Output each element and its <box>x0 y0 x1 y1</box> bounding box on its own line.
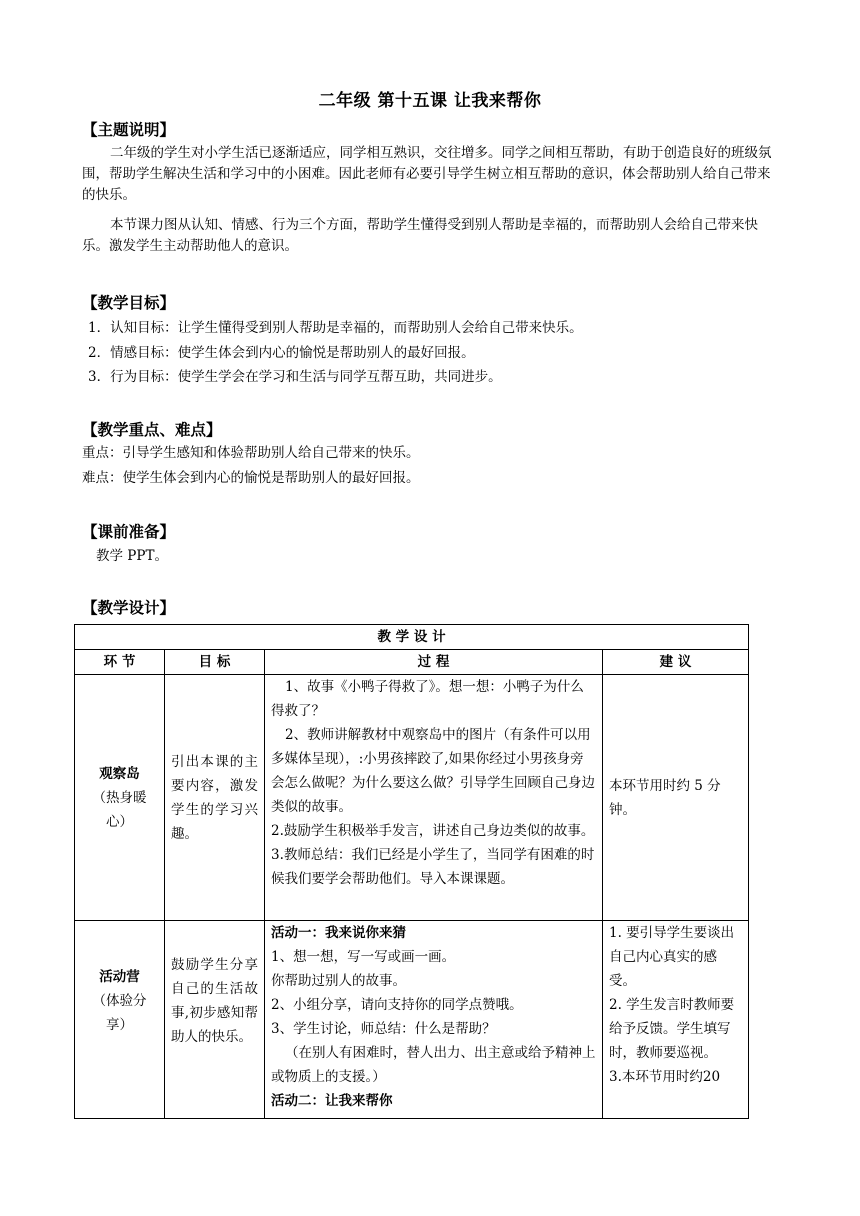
keypoints-heading: 【教学重点、难点】 <box>82 421 222 439</box>
process-cell <box>265 921 603 1119</box>
process-step: 2、小组分享，请向支持你的同学点赞哦。 <box>271 997 523 1013</box>
process-step: 2、教师讲解教材中观察岛中的图片（有条件可以用多媒体呈现），:小男孩摔跤了,如果你经过小男孩身旁会怎么做呢？为什么要这么做？引导学生回顾自己身边类似的故事。 <box>271 727 595 815</box>
advice-text: 本环节用时约 5 分钟。 <box>609 777 721 818</box>
process-step: 你帮助过别人的故事。 <box>271 973 406 989</box>
process-step: 3、学生讨论，师总结：什么是帮助？ <box>271 1021 496 1037</box>
stage-subtitle: （热身暖心） <box>92 789 147 830</box>
table-row <box>75 675 749 921</box>
goal-cell: 引出本课的主要内容，激发学生的学习兴趣。 <box>165 675 265 921</box>
theme-paragraph-2: 本节课力图从认知、情感、行为三个方面，帮助学生懂得受到别人帮助是幸福的，而帮助别人会给自己带来快乐。激发学生主动帮助他人的意识。 <box>82 217 758 254</box>
table-caption: 教 学 设 计 <box>75 625 749 650</box>
activity-1-title: 活动一：我来说你来猜 <box>271 925 406 941</box>
header-stage: 环 节 <box>75 650 165 675</box>
stage-cell <box>75 921 165 1119</box>
theme-paragraph-1: 二年级的学生对小学生活已逐渐适应，同学相互熟识，交往增多。同学之间相互帮助，有助于创造良好的班级氛围，帮助学生解决生活和学习中的小困难。因此老师有必要引导学生树立相互帮助的意识，体会帮助别人给自己带来的快乐。 <box>82 145 772 203</box>
stage-subtitle: （体验分享） <box>92 993 147 1033</box>
stage-name: 活动营 <box>99 969 140 985</box>
goals-heading: 【教学目标】 <box>82 294 176 312</box>
advice-text: 3.本环节用时约20 <box>609 1069 721 1085</box>
goal-cell: 鼓励学生分享自己的生活故事,初步感知帮助人的快乐。 <box>165 921 265 1119</box>
goal-item-1: 1．认知目标：让学生懂得受到别人帮助是幸福的，而帮助别人会给自己带来快乐。 <box>88 320 583 336</box>
keypoint-item-2: 难点：使学生体会到内心的愉悦是帮助别人的最好回报。 <box>82 470 420 486</box>
advice-text: 1. 要引导学生要谈出自己内心真实的感受。 <box>609 925 735 989</box>
goal-item-3: 3．行为目标：使学生学会在学习和生活与同学互帮互助，共同进步。 <box>88 369 502 385</box>
advice-cell <box>603 921 749 1119</box>
activity-2-title: 活动二：让我来帮你 <box>271 1093 393 1109</box>
goal-item-2: 2．情感目标：使学生体会到内心的愉悦是帮助别人的最好回报。 <box>88 345 475 361</box>
advice-cell <box>603 675 749 921</box>
prep-heading: 【课前准备】 <box>82 523 176 541</box>
header-process: 过 程 <box>265 650 603 675</box>
process-step: 1、故事《小鸭子得救了》。想一想：小鸭子为什么得救了？ <box>271 679 584 719</box>
prep-text: 教学 PPT。 <box>96 548 168 564</box>
process-step: （在别人有困难时，替人出力、出主意或给予精神上或物质上的支援。） <box>271 1045 596 1085</box>
table-row <box>75 921 749 1119</box>
process-cell <box>265 675 603 921</box>
advice-text: 2. 学生发言时教师要给予反馈。学生填写时，教师要巡视。 <box>609 997 735 1061</box>
process-step: 2.鼓励学生积极举手发言，讲述自己身边类似的故事。 <box>271 823 595 839</box>
header-goal: 目 标 <box>165 650 265 675</box>
page-title: 二年级 第十五课 让我来帮你 <box>318 91 542 111</box>
process-step: 3.教师总结：我们已经是小学生了，当同学有困难的时候我们要学会帮助他们。导入本课课题。 <box>271 847 595 887</box>
theme-heading: 【主题说明】 <box>82 121 176 139</box>
stage-cell <box>75 675 165 921</box>
teaching-design-table <box>74 624 749 1119</box>
header-advice: 建 议 <box>603 650 749 675</box>
keypoint-item-1: 重点：引导学生感知和体验帮助别人给自己带来的快乐。 <box>82 445 420 461</box>
design-heading: 【教学设计】 <box>82 599 176 617</box>
stage-name: 观察岛 <box>99 765 140 782</box>
process-step: 1、想一想，写一写或画一画。 <box>271 949 456 965</box>
